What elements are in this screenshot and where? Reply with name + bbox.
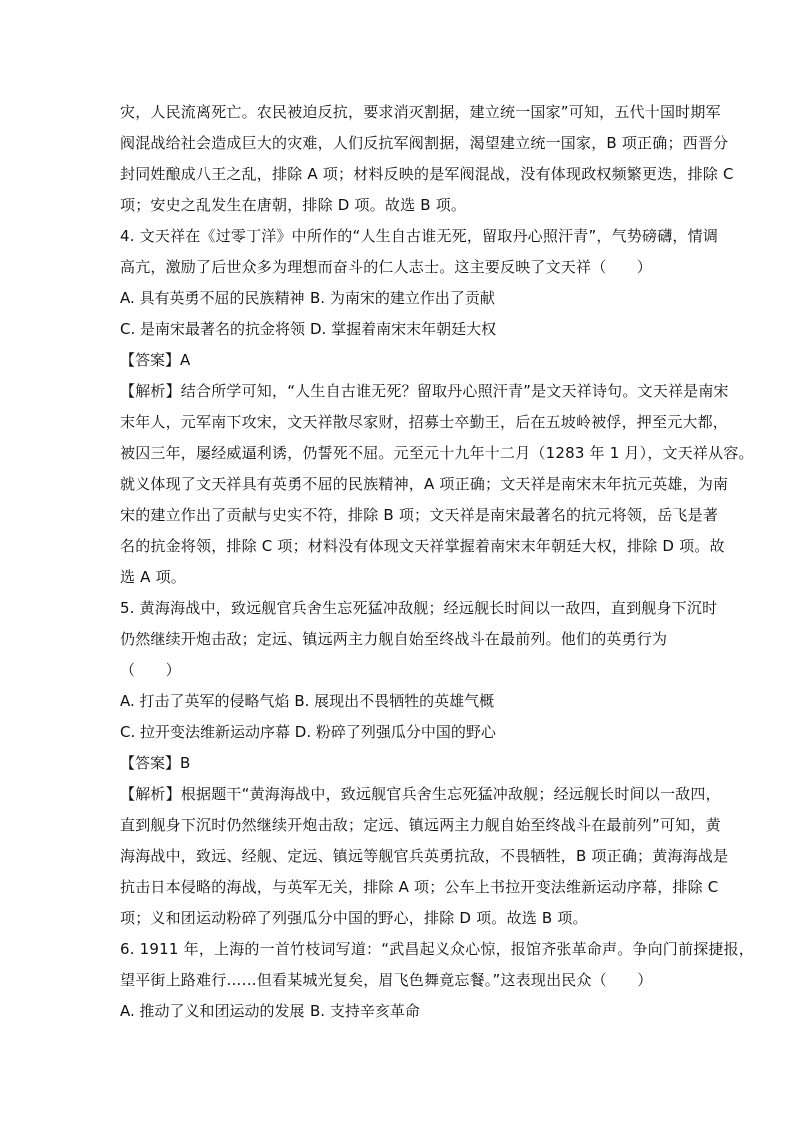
document-page	[120, 97, 754, 1027]
analysis	[120, 779, 729, 934]
option-a: A. 具有英勇不屈的民族精神	[120, 289, 305, 307]
analysis-line: 【解析】结合所学可知，“人生自古谁无死？留取丹心照汗青”是文天祥诗句。文天祥是南宋	[120, 382, 729, 400]
analysis-line: 选 A 项。	[120, 568, 186, 586]
question-5	[120, 593, 729, 934]
question-stem-line: 5. 黄海海战中，致远舰官兵舍生忘死猛冲敌舰；经远舰长时间以一敌四，直到舰身下沉时	[120, 599, 718, 617]
text-line: 阀混战给社会造成巨大的灾难，人们反抗军阀割据，渴望建立统一国家，B 项正确；西晋分	[120, 134, 729, 152]
option-a: A. 打击了英军的侵略气焰	[120, 692, 290, 710]
analysis-line: 末年人，元军南下攻宋，文天祥散尽家财，招募士卒勤王，后在五坡岭被俘，押至元大都，	[120, 413, 729, 431]
question-stem-line: 仍然继续开炮击敌；定远、镇远两主力舰自始至终战斗在最前列。他们的英勇行为	[120, 630, 668, 648]
option-d: D. 粉碎了列强瓜分中国的野心	[294, 723, 496, 741]
analysis	[120, 376, 754, 593]
option-a: A. 推动了义和团运动的发展	[120, 1002, 305, 1020]
analysis-line: 宋的建立作出了贡献与史实不符，排除 B 项；文天祥是南宋最著名的抗元将领，岳飞是著	[120, 506, 719, 524]
option-b: B. 展现出不畏牺牲的英雄气概	[294, 692, 495, 710]
options-row	[120, 717, 680, 748]
option-c: C. 拉开变法维新运动序幕	[120, 723, 291, 741]
question-stem-line: 高亢，激励了后世众多为理想而奋斗的仁人志士。这主要反映了文天祥（ ）	[120, 258, 653, 276]
analysis-line: 【解析】根据题干“黄海海战中，致远舰官兵舍生忘死猛冲敌舰；经远舰长时间以一敌四，	[120, 785, 721, 803]
options-row	[120, 314, 680, 345]
options-row	[120, 686, 680, 717]
analysis-line: 名的抗金将领，排除 C 项；材料没有体现文天祥掌握着南宋末年朝廷大权，排除 D 项。故	[120, 537, 725, 555]
options-row	[120, 283, 680, 314]
analysis-line: 抗击日本侵略的海战，与英军无关，排除 A 项；公车上书拉开变法维新运动序幕，排除 C	[120, 878, 719, 896]
answer-label: 【答案】B	[120, 754, 191, 772]
text-line: 封同姓酿成八王之乱，排除 A 项；材料反映的是军阀混战，没有体现政权频繁更迭，排除 C	[120, 165, 734, 183]
previous-analysis	[120, 97, 734, 221]
analysis-line: 被囚三年，屡经威逼利诱，仍誓死不屈。元至元十九年十二月（1283 年 1 月），文天祥从容。	[120, 444, 754, 462]
answer-label: 【答案】A	[120, 351, 191, 369]
analysis-line: 项；义和团运动粉碎了列强瓜分中国的野心，排除 D 项。故选 B 项。	[120, 909, 588, 927]
text-line: 灾，人民流离死亡。农民被迫反抗，要求消灭割据，建立统一国家”可知，五代十国时期军	[120, 103, 721, 121]
option-b: B. 支持辛亥革命	[310, 1002, 420, 1020]
question-stem-line: （ ）	[120, 661, 181, 679]
question-6	[120, 934, 754, 1027]
question-stem-line: 望平街上路难行……但看某城光复矣，眉飞色舞竟忘餐。”这表现出民众（ ）	[120, 971, 653, 989]
option-c: C. 是南宋最著名的抗金将领	[120, 320, 306, 338]
question-4	[120, 221, 754, 593]
analysis-line: 直到舰身下沉时仍然继续开炮击敌；定远、镇远两主力舰自始至终战斗在最前列”可知，黄	[120, 816, 721, 834]
analysis-line: 海海战中，致远、经舰、定远、镇远等舰官兵英勇抗敌，不畏牺牲，B 项正确；黄海海战是	[120, 847, 729, 865]
analysis-line: 就义体现了文天祥具有英勇不屈的民族精神，A 项正确；文天祥是南宋末年抗元英雄，为南	[120, 475, 729, 493]
option-b: B. 为南宋的建立作出了贡献	[310, 289, 495, 307]
option-d: D. 掌握着南宋末年朝廷大权	[310, 320, 497, 338]
question-stem-line: 6. 1911 年，上海的一首竹枝词写道：“武昌起义众心惊，报馆齐张革命声。争向门前探捷报，	[120, 940, 754, 958]
text-line: 项；安史之乱发生在唐朝，排除 D 项。故选 B 项。	[120, 196, 467, 214]
options-row	[120, 996, 680, 1027]
question-stem-line: 4. 文天祥在《过零丁洋》中所作的“人生自古谁无死，留取丹心照汗青”，气势磅礴，情调	[120, 227, 719, 245]
